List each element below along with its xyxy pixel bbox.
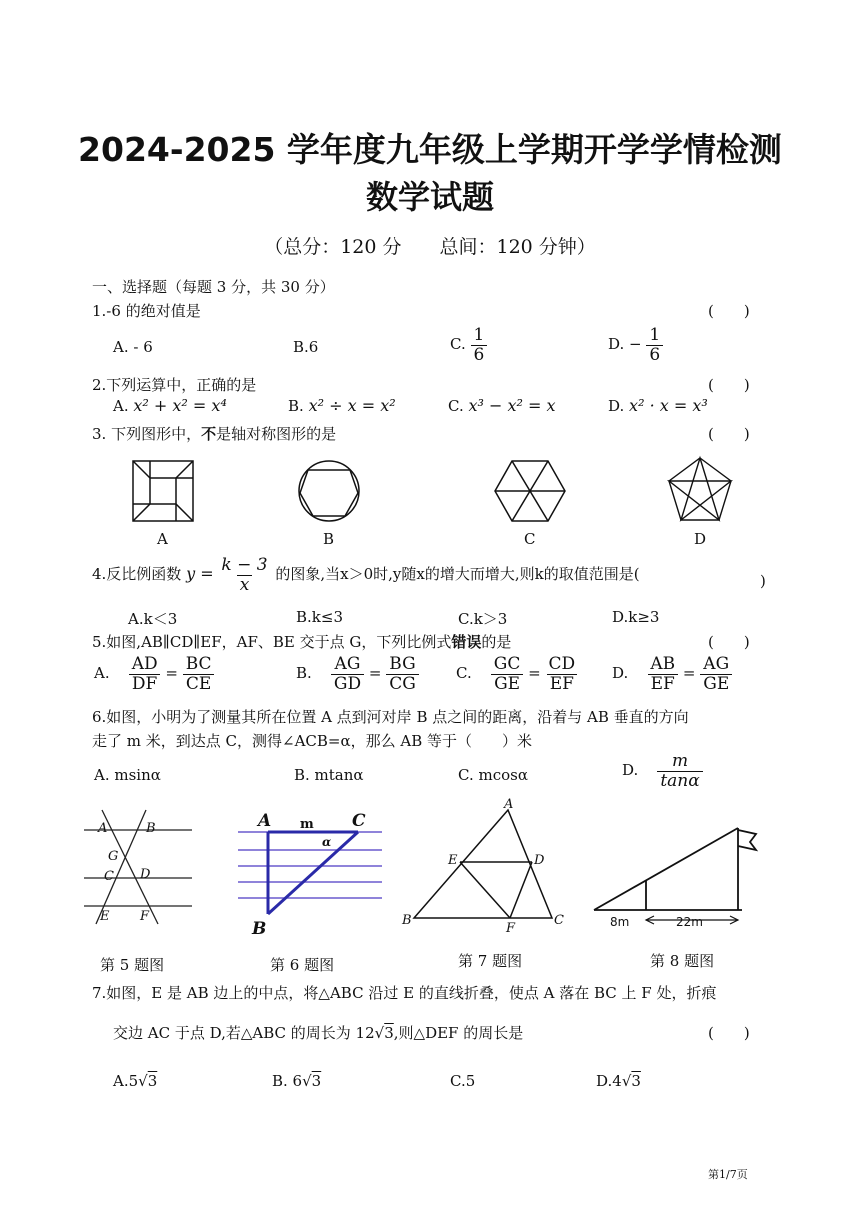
q7-a-coef: A.5 xyxy=(113,1072,139,1090)
fig5-label-d: D xyxy=(140,867,151,882)
exam-subtitle: 数学试题 xyxy=(365,178,494,216)
q5-b-frac2-num: BG xyxy=(389,654,416,674)
q3-label-a: A xyxy=(157,530,168,548)
q7-option-b xyxy=(272,1072,321,1090)
q4-option-c: C.k＞3 xyxy=(458,610,508,628)
q3-stem-post: 是轴对称图形的是 xyxy=(216,425,337,443)
q1-answer-paren: ( ) xyxy=(708,302,750,320)
q5-b-frac1-num: AG xyxy=(334,654,361,674)
q7-option-c: C.5 xyxy=(450,1072,476,1090)
q6-option-d xyxy=(622,752,703,790)
fig5-label-e: E xyxy=(100,909,110,924)
fig8-label-8m: 8m xyxy=(610,915,630,929)
q3-figure-c xyxy=(492,456,568,526)
q5-b-frac1-den: GD xyxy=(331,674,364,694)
figure-7-caption: 第 7 题图 xyxy=(458,952,523,970)
q4-stem xyxy=(92,556,640,594)
q5-a-label: A. xyxy=(94,664,110,683)
q1-d-numerator: 1 xyxy=(649,325,661,345)
q2-d-expr: x² · x = x³ xyxy=(629,396,708,415)
q3-figure-b xyxy=(294,456,364,526)
q2-b-label: B. xyxy=(288,397,304,415)
q1-option-d-label: D. − xyxy=(608,335,642,354)
q3-stem xyxy=(92,423,336,444)
q5-c-frac2-den: EF xyxy=(547,674,577,694)
q1-c-denominator: 6 xyxy=(471,345,488,365)
q4-option-b: B.k≤3 xyxy=(296,608,343,626)
q7-b-coef: B. 6 xyxy=(272,1072,303,1090)
fig6-label-m: m xyxy=(300,817,314,832)
q5-a-frac1-num: AD xyxy=(131,654,158,674)
q6-option-c: C. mcosα xyxy=(458,766,528,784)
q3-figure-d xyxy=(664,454,736,526)
exam-meta: （总分：120 分 总间：120 分钟） xyxy=(264,236,596,258)
q3-label-d: D xyxy=(694,530,707,548)
q1-option-d xyxy=(608,326,663,364)
q4-denominator: x xyxy=(237,575,253,595)
q6-line1: 6.如图，小明为了测量其所在位置 A 点到河对岸 B 点之间的距离，沿着与 AB 垂直的方向 xyxy=(92,708,689,726)
fig7-label-d: D xyxy=(534,853,545,868)
q5-c-label: C. xyxy=(456,664,472,683)
q7-line2 xyxy=(113,1022,523,1043)
q1-stem: 1.-6 的绝对值是 xyxy=(92,302,201,320)
q1-option-a: A. - 6 xyxy=(113,338,153,356)
q1-option-c-label: C. xyxy=(450,335,466,354)
fig5-label-c: C xyxy=(104,869,114,884)
figure-6 xyxy=(236,808,384,938)
fig7-label-a: A xyxy=(504,798,514,812)
q4-stem-pre: 4.反比例函数 xyxy=(92,565,182,584)
q7-d-radicand: 3 xyxy=(631,1072,641,1090)
q7-sqrt-sign: √ xyxy=(374,1024,385,1042)
fig7-label-f: F xyxy=(506,921,516,934)
q6-d-label: D. xyxy=(622,761,639,780)
q7-option-d xyxy=(596,1072,641,1090)
fig7-label-c: C xyxy=(554,913,564,928)
figure-5-caption: 第 5 题图 xyxy=(100,956,165,974)
q7-b-radicand: 3 xyxy=(311,1072,322,1090)
q1-option-b: B.6 xyxy=(293,338,319,356)
q7-line2-post: ,则△DEF 的周长是 xyxy=(393,1024,524,1042)
q2-a-expr: x² + x² = x⁴ xyxy=(133,396,227,415)
q7-answer-paren: ( ) xyxy=(708,1024,750,1042)
q7-a-radicand: 3 xyxy=(147,1072,158,1090)
q2-d-label: D. xyxy=(608,397,625,415)
fig6-label-b: B xyxy=(252,919,267,938)
q2-answer-paren: ( ) xyxy=(708,376,750,394)
q7-d-coef: D.4 xyxy=(596,1072,622,1090)
q5-b-label: B. xyxy=(296,664,312,683)
fig5-label-f: F xyxy=(140,909,150,924)
q5-d-frac2-den: GE xyxy=(700,674,732,694)
q3-figure-a xyxy=(128,456,198,526)
q2-a-label: A. xyxy=(113,397,129,415)
fig7-label-e: E xyxy=(448,853,458,868)
q5-b-frac2-den: CG xyxy=(386,674,419,694)
q4-option-d: D.k≥3 xyxy=(612,608,660,626)
q2-c-label: C. xyxy=(448,397,464,415)
fig6-label-alpha: α xyxy=(322,835,332,849)
fig8-label-22m: 22m xyxy=(676,915,703,929)
q2-option-d xyxy=(608,396,708,415)
figure-8 xyxy=(592,826,762,932)
q5-a-frac1-den: DF xyxy=(129,674,160,694)
figure-5 xyxy=(82,808,194,926)
q6-d-denominator: tanα xyxy=(657,771,702,791)
q7-line1: 7.如图，E 是 AB 边上的中点，将△ABC 沿过 E 的直线折叠，使点 A 落在 BC 上 F 处，折痕 xyxy=(92,984,717,1002)
q1-c-numerator: 1 xyxy=(473,325,485,345)
fig6-label-a: A xyxy=(258,811,272,831)
q5-c-frac1-den: GE xyxy=(491,674,523,694)
q5-stem xyxy=(92,631,511,652)
q5-d-frac2-num: AG xyxy=(703,654,730,674)
q6-d-numerator: m xyxy=(671,751,689,771)
q5-option-a: A. $\frac{AD}{DF}$ = $\frac{BC}{CE}$ xyxy=(94,655,215,693)
q4-numerator: k − 3 xyxy=(221,555,268,575)
figure-8-caption: 第 8 题图 xyxy=(650,952,715,970)
q2-stem: 2.下列运算中，正确的是 xyxy=(92,376,257,394)
q5-d-frac1-num: AB xyxy=(650,654,676,674)
page-number: 第1/7页 xyxy=(708,1168,748,1181)
exam-title: 2024-2025 学年度九年级上学期开学学情检测 xyxy=(78,130,782,169)
fig6-label-c: C xyxy=(352,811,366,831)
q7-b-sqrt: √ xyxy=(302,1072,312,1090)
figure-7 xyxy=(398,798,566,934)
q7-d-sqrt: √ xyxy=(621,1072,632,1090)
q3-stem-bold: 不 xyxy=(201,425,217,443)
fig5-label-g: G xyxy=(108,849,119,864)
q7-sqrt-radicand: 3 xyxy=(384,1024,394,1042)
section-heading: 一、选择题（每题 3 分，共 30 分） xyxy=(92,278,335,296)
fig5-label-a: A xyxy=(98,821,108,836)
q5-d-frac1-den: EF xyxy=(648,674,678,694)
q6-option-b: B. mtanα xyxy=(294,766,364,784)
q5-option-d: D. $\frac{AB}{EF}$ = $\frac{AG}{GE}$ xyxy=(612,655,732,693)
q7-a-sqrt: √ xyxy=(138,1072,148,1090)
q4-stem-post: 的图象,当x＞0时,y随x的增大而增大,则k的取值范围是( xyxy=(275,565,640,584)
q4-close-paren: ) xyxy=(760,572,766,590)
q1-option-c xyxy=(450,326,487,364)
fig7-label-b: B xyxy=(402,913,412,928)
q3-stem-pre: 3. 下列图形中， xyxy=(92,425,202,443)
q7-line2-pre: 交边 AC 于点 D,若△ABC 的周长为 12 xyxy=(113,1024,375,1042)
q5-stem-post: 的是 xyxy=(481,633,512,651)
q3-label-c: C xyxy=(524,530,536,548)
q5-c-frac1-num: GC xyxy=(493,654,521,674)
fig5-label-b: B xyxy=(146,821,156,836)
q5-c-frac2-num: CD xyxy=(548,654,576,674)
q1-d-denominator: 6 xyxy=(646,345,663,365)
q2-option-a xyxy=(113,396,227,415)
q6-line2: 走了 m 米，到达点 C，测得∠ACB=α，那么 AB 等于（ ）米 xyxy=(92,732,532,750)
q4-option-a: A.k＜3 xyxy=(128,610,178,628)
q5-stem-bold: 错误 xyxy=(451,633,482,651)
q2-c-expr: x³ − x² = x xyxy=(468,396,556,415)
q2-b-expr: x² ÷ x = x² xyxy=(308,396,396,415)
q5-answer-paren: ( ) xyxy=(708,633,750,651)
q5-a-frac2-den: CE xyxy=(183,674,214,694)
q6-option-a: A. msinα xyxy=(94,766,161,784)
figure-6-caption: 第 6 题图 xyxy=(270,956,335,974)
q5-option-b: B. $\frac{AG}{GD}$ = $\frac{BG}{CG}$ xyxy=(296,655,419,693)
q5-d-label: D. xyxy=(612,664,629,683)
q5-a-frac2-num: BC xyxy=(185,654,212,674)
q5-stem-pre: 5.如图,AB∥CD∥EF，AF、BE 交于点 G，下列比例式 xyxy=(92,633,452,651)
q5-option-c: C. $\frac{GC}{GE}$ = $\frac{CD}{EF}$ xyxy=(456,655,578,693)
q4-func-y: y = xyxy=(186,564,214,584)
q2-option-c xyxy=(448,396,556,415)
q2-option-b xyxy=(288,396,396,415)
q3-label-b: B xyxy=(323,530,335,548)
q7-option-a xyxy=(113,1072,157,1090)
q3-answer-paren: ( ) xyxy=(708,425,750,443)
